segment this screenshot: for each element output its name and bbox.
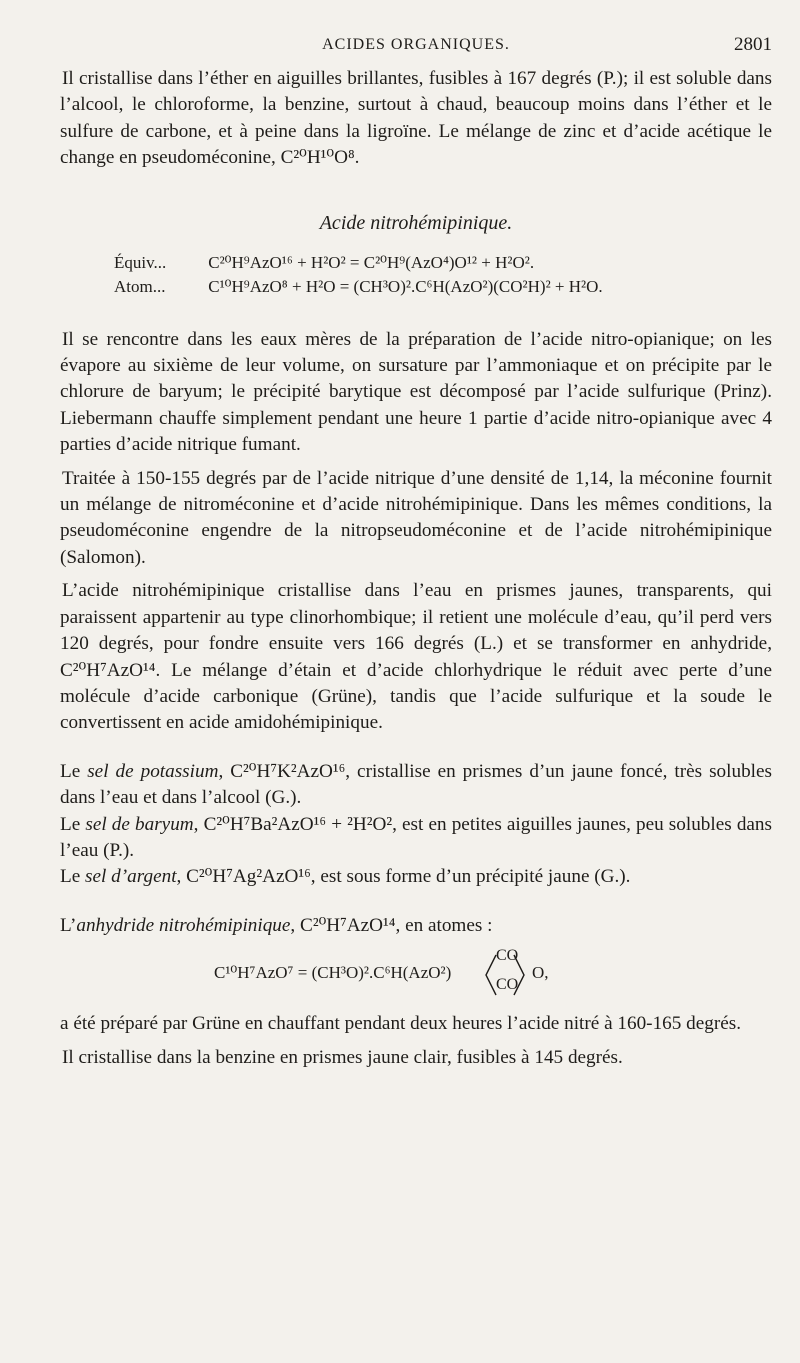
formula-row-equiv	[114, 251, 772, 275]
body-text	[60, 66, 772, 1071]
formula-label-atom: Atom...	[114, 276, 166, 296]
salt-potassium-le: Le	[60, 760, 88, 782]
salt-baryum-text: , C²⁰H⁷Ba²AzO¹⁶ + ²H²O², est en petites aiguilles jaunes, peu solubles dans l’eau (P.).	[60, 813, 772, 861]
anhydride-paragraph	[60, 913, 772, 939]
anhydride-name: anhydride nitrohémipinique	[76, 914, 291, 936]
salt-baryum-name: sel de baryum	[85, 813, 194, 835]
salt-argent-le: Le	[60, 866, 86, 888]
equation-left: C¹⁰H⁷AzO⁷ = (CH³O)².C⁶H(AzO²)	[214, 963, 452, 983]
formula-table	[114, 251, 772, 299]
salt-potassium-text: , C²⁰H⁷K²AzO¹⁶, cristallise en prismes d’un jaune foncé, très solubles dans l’eau et dans l’alcool (G.).	[60, 760, 772, 809]
running-head	[60, 36, 772, 58]
section-title: Acide nitrohémipinique.	[319, 211, 513, 234]
paragraph-4: L’acide nitrohémipinique cristallise dans l’eau en prismes jaunes, transparents, qui paraissent appartenir au type clinorhombique; il retient une molécule d’eau, qu’il perd vers 120 degrés, pour fondre ensuite vers 166 degrés (L.) et se transformer en anhydride, C²⁰H⁷AzO¹⁴. Le mélange d’étain et d’acide chlorhydrique le réduit avec perte d’une molécule d’acide carbonique (Grüne), tandis que l’acide sulfurique et la soude le convertissent en acide amidohémipinique.	[60, 580, 772, 734]
equation-co-bottom: CO	[496, 976, 519, 994]
paragraph-2: Il se rencontre dans les eaux mères de la préparation de l’acide nitro-opianique; on les évapore au sixième de leur volume, on sursature par l’ammoniaque et on précipite par le chlorure de baryum; le précipité barytique est décomposé par l’acide sulfurique (Prinz). Liebermann chauffe simplement pendant une heure 1 partie d’acide nitro-opianique avec 4 parties d’acide nitrique fumant.	[60, 328, 772, 456]
formula-label-equiv: Équiv...	[114, 252, 167, 272]
salt-potassium-name: sel de potassium	[87, 760, 219, 782]
formula-atom: C¹⁰H⁹AzO⁸ + H²O = (CH³O)².C⁶H(AzO²)(CO²H)² + H²O.	[208, 276, 603, 296]
salt-argent-name: sel d’argent	[85, 866, 177, 888]
formula-row-atom	[114, 275, 772, 299]
running-title: ACIDES ORGANIQUES.	[322, 36, 510, 53]
paragraph-1: Il cristallise dans l’éther en aiguilles brillantes, fusibles à 167 degrés (P.); il est soluble dans l’alcool, le chloroforme, la benzine, surtout à chaud, beaucoup moins dans l’éther et le sulfure de carbone, et à peine dans la ligroïne. Le mélange de zinc et d’acide acétique le change en pseudoméconine, C²⁰H¹⁰O⁸.	[60, 68, 772, 169]
anhydride-text: , C²⁰H⁷AzO¹⁴, en atomes :	[290, 914, 493, 936]
page-number: 2801	[734, 34, 772, 55]
anhydride-equation	[60, 943, 772, 1009]
salt-baryum	[60, 812, 772, 865]
salt-argent-text: , C²⁰H⁷Ag²AzO¹⁶, est sous forme d’un précipité jaune (G.).	[176, 866, 631, 888]
salt-baryum-le: Le	[60, 813, 86, 835]
equation-right: O,	[532, 963, 549, 983]
salt-potassium	[60, 759, 772, 812]
equation-co-top: CO	[496, 947, 519, 965]
formula-equiv: C²⁰H⁹AzO¹⁶ + H²O² = C²⁰H⁹(AzO⁴)O¹² + H²O².	[208, 252, 535, 272]
paragraph-6: Il cristallise dans la benzine en prismes jaune clair, fusibles à 145 degrés.	[62, 1046, 623, 1068]
salt-argent	[60, 864, 772, 890]
paragraph-3: Traitée à 150-155 degrés par de l’acide nitrique d’une densité de 1,14, la méconine fournit un mélange de nitroméconine et d’acide nitrohémipinique. Dans les mêmes conditions, la pseudoméconine engendre de la nitropseudoméconine et de l’acide nitrohémipinique (Salomon).	[60, 467, 772, 568]
paragraph-5: a été préparé par Grüne en chauffant pendant deux heures l’acide nitré à 160-165 degrés.	[60, 1013, 742, 1035]
anhydride-prefix: L’	[60, 914, 77, 936]
